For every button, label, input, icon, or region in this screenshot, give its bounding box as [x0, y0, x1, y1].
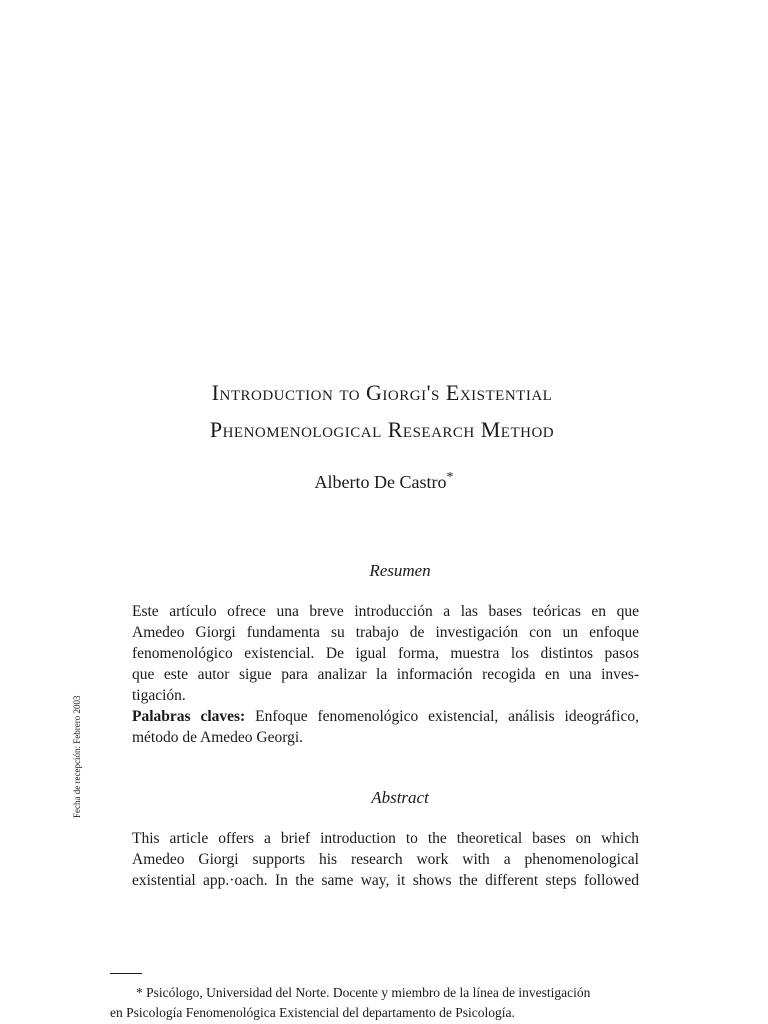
- resumen-heading: Resumen: [369, 561, 431, 580]
- resumen-line: fenomenológico existencial. De igual forma, muestra los distintos pasos: [132, 645, 639, 662]
- keywords-line: [132, 706, 639, 727]
- author-name: Alberto De Castro: [314, 472, 447, 492]
- resumen-line: que este autor sigue para analizar la información recogida en una inves-: [132, 666, 639, 683]
- author-footnote-mark: *: [446, 470, 454, 485]
- abstract-line: Amedeo Giorgi supports his research work with a phenomenological: [132, 851, 639, 868]
- author-footnote: [110, 983, 666, 1023]
- abstract-line: This article offers a brief introduction to the theoretical bases on which: [132, 830, 639, 847]
- abstract-paragraph: [132, 828, 639, 891]
- article-title-line-1: Introduction to Giorgi's Existential: [211, 380, 553, 405]
- author-byline: [0, 470, 768, 493]
- keywords-line-2: método de Amedeo Georgi.: [132, 729, 304, 746]
- resumen-line: tigación.: [132, 687, 186, 704]
- keywords-label: Palabras claves:: [132, 708, 246, 725]
- reception-date-note: Fecha de recepción: Febrero 2003: [72, 695, 82, 818]
- resumen-line: Amedeo Giorgi fundamenta su trabajo de investigación con un enfoque: [132, 624, 639, 641]
- footnote-rule: [110, 973, 142, 974]
- article-title-line-2: Phenomenological Research Method: [209, 417, 555, 442]
- keywords-text: Enfoque fenomenológico existencial, análisis ideográfico,: [255, 708, 639, 725]
- abstract-line: existential app.·oach. In the same way, it shows the different steps followed: [132, 872, 639, 889]
- resumen-paragraph: [132, 601, 639, 706]
- keywords-paragraph: [132, 706, 639, 748]
- resumen-line: Este artículo ofrece una breve introducción a las bases teóricas en que: [132, 603, 639, 620]
- footnote-line-2: en Psicología Fenomenológica Existencial del departamento de Psicología.: [110, 1005, 515, 1020]
- abstract-heading: Abstract: [371, 788, 429, 807]
- footnote-line-1: * Psicólogo, Universidad del Norte. Docente y miembro de la línea de investigación: [136, 985, 591, 1000]
